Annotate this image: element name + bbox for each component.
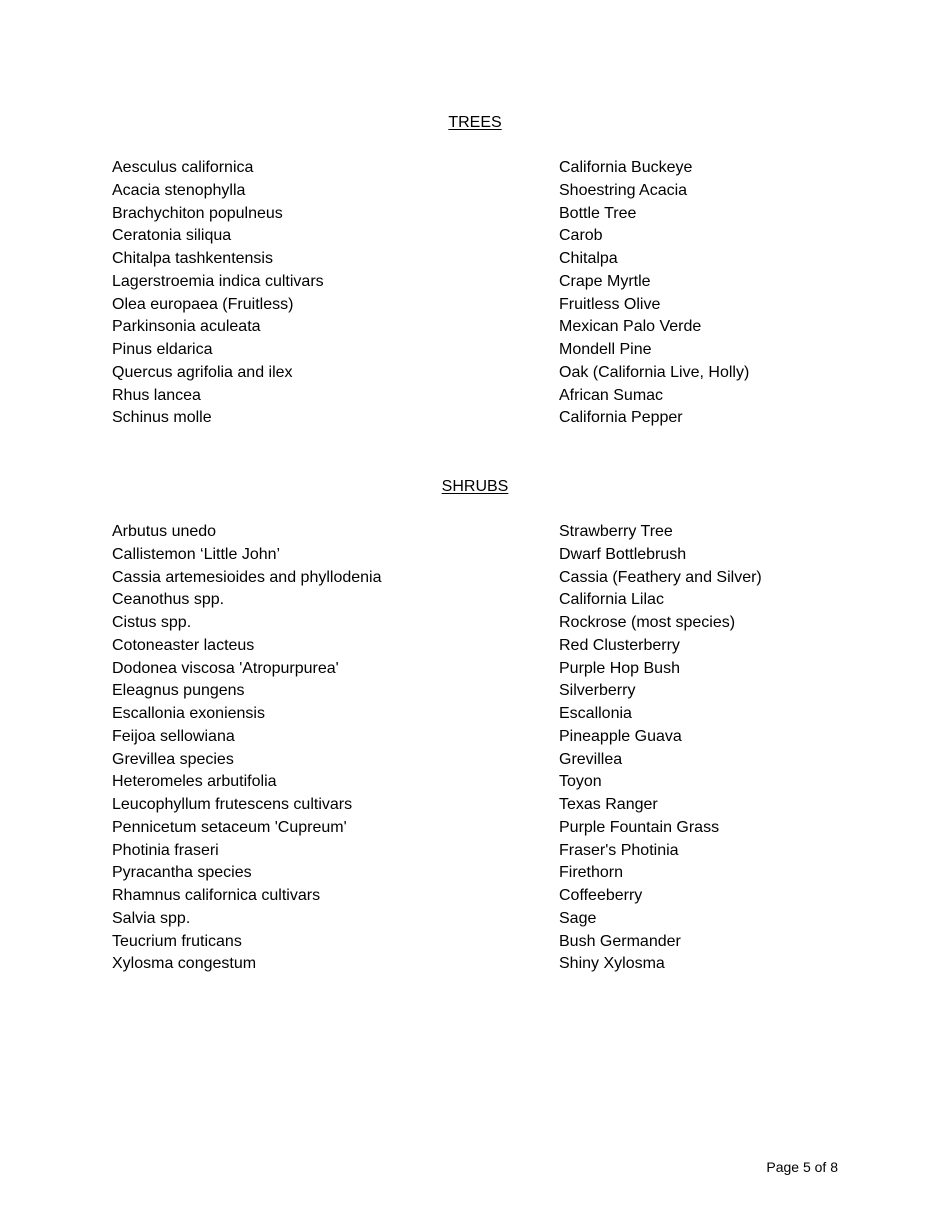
common-name: Escallonia <box>559 705 632 722</box>
scientific-name: Rhamnus californica cultivars <box>112 887 321 904</box>
common-name: Carob <box>559 227 603 245</box>
list-item <box>112 841 852 864</box>
common-name: Rockrose (most species) <box>559 614 736 631</box>
scientific-name: Ceratonia siliqua <box>112 227 232 245</box>
scientific-name: Cassia artemesioides and phyllodenia <box>112 568 382 586</box>
scientific-name: Leucophyllum frutescens cultivars <box>112 796 353 813</box>
list-item <box>112 681 852 704</box>
common-name: Purple Fountain Grass <box>559 818 720 836</box>
scientific-name: Photinia fraseri <box>112 841 219 859</box>
scientific-name: Chitalpa tashkentensis <box>112 250 273 267</box>
common-name: Silverberry <box>559 682 636 700</box>
common-name: Dwarf Bottlebrush <box>559 545 687 563</box>
common-name: Pineapple Guava <box>559 727 682 745</box>
scientific-name: Parkinsonia aculeata <box>112 318 261 336</box>
list-item <box>112 613 852 636</box>
list-item <box>112 272 852 295</box>
scientific-name: Teucrium fruticans <box>112 932 242 950</box>
scientific-name: Cistus spp. <box>112 614 192 631</box>
list-item <box>112 249 852 272</box>
common-name: Shiny Xylosma <box>559 955 665 973</box>
scientific-name: Grevillea species <box>112 750 234 768</box>
list-item <box>112 386 852 409</box>
common-name: California Lilac <box>559 591 664 609</box>
trees-heading: TREES <box>448 114 502 131</box>
common-name: California Buckeye <box>559 159 693 176</box>
list-item <box>112 226 852 249</box>
scientific-name: Callistemon ‘Little John’ <box>112 545 281 563</box>
common-name: Bush Germander <box>559 932 681 950</box>
common-name: Oak (California Live, Holly) <box>559 363 750 381</box>
common-name: Strawberry Tree <box>559 523 673 540</box>
list-item <box>112 818 852 841</box>
scientific-name: Acacia stenophylla <box>112 181 246 199</box>
scientific-name: Pinus eldarica <box>112 341 213 358</box>
list-item <box>112 636 852 659</box>
scientific-name: Escallonia exoniensis <box>112 705 265 722</box>
trees-list <box>112 158 852 431</box>
list-item <box>112 545 852 568</box>
scientific-name: Salvia spp. <box>112 909 191 927</box>
list-item <box>112 704 852 727</box>
list-item <box>112 363 852 386</box>
scientific-name: Rhus lancea <box>112 386 201 404</box>
common-name: Crape Myrtle <box>559 272 651 290</box>
list-item <box>112 317 852 340</box>
list-item <box>112 181 852 204</box>
scientific-name: Quercus agrifolia and ilex <box>112 363 293 381</box>
list-item <box>112 568 852 591</box>
common-name: Chitalpa <box>559 250 618 267</box>
common-name: Fraser's Photinia <box>559 841 679 859</box>
list-item <box>112 522 852 545</box>
common-name: African Sumac <box>559 386 664 404</box>
list-item <box>112 727 852 750</box>
common-name: Shoestring Acacia <box>559 181 688 199</box>
list-item <box>112 886 852 909</box>
scientific-name: Pennicetum setaceum 'Cupreum' <box>112 818 347 836</box>
common-name: Purple Hop Bush <box>559 659 680 677</box>
common-name: Bottle Tree <box>559 204 637 222</box>
scientific-name: Eleagnus pungens <box>112 682 245 700</box>
list-item <box>112 750 852 773</box>
list-item <box>112 795 852 818</box>
scientific-name: Cotoneaster lacteus <box>112 636 255 654</box>
common-name: Coffeeberry <box>559 887 643 904</box>
list-item <box>112 408 852 431</box>
scientific-name: Ceanothus spp. <box>112 591 225 609</box>
list-item <box>112 954 852 977</box>
common-name: Cassia (Feathery and Silver) <box>559 568 762 586</box>
shrubs-list <box>112 522 852 977</box>
scientific-name: Lagerstroemia indica cultivars <box>112 272 324 290</box>
scientific-name: Pyracantha species <box>112 864 252 882</box>
list-item <box>112 295 852 318</box>
shrubs-heading: SHRUBS <box>441 478 509 495</box>
common-name: Red Clusterberry <box>559 636 680 654</box>
scientific-name: Schinus molle <box>112 409 212 427</box>
list-item <box>112 659 852 682</box>
common-name: Sage <box>559 909 597 927</box>
list-item <box>112 772 852 795</box>
list-item <box>112 932 852 955</box>
scientific-name: Arbutus unedo <box>112 523 217 540</box>
list-item <box>112 909 852 932</box>
common-name: Firethorn <box>559 864 624 882</box>
common-name: Mondell Pine <box>559 341 652 358</box>
common-name: Texas Ranger <box>559 796 658 813</box>
scientific-name: Xylosma congestum <box>112 955 257 973</box>
scientific-name: Olea europaea (Fruitless) <box>112 295 294 313</box>
list-item <box>112 158 852 181</box>
list-item <box>112 590 852 613</box>
scientific-name: Brachychiton populneus <box>112 204 283 222</box>
common-name: Mexican Palo Verde <box>559 318 702 336</box>
scientific-name: Feijoa sellowiana <box>112 727 235 745</box>
scientific-name: Aesculus californica <box>112 159 254 176</box>
list-item <box>112 340 852 363</box>
page-number: Page 5 of 8 <box>766 1159 838 1175</box>
common-name: California Pepper <box>559 409 683 427</box>
scientific-name: Heteromeles arbutifolia <box>112 773 277 791</box>
common-name: Grevillea <box>559 750 623 768</box>
list-item <box>112 863 852 886</box>
scientific-name: Dodonea viscosa 'Atropurpurea' <box>112 659 339 677</box>
list-item <box>112 204 852 227</box>
common-name: Toyon <box>559 773 602 791</box>
common-name: Fruitless Olive <box>559 295 661 313</box>
